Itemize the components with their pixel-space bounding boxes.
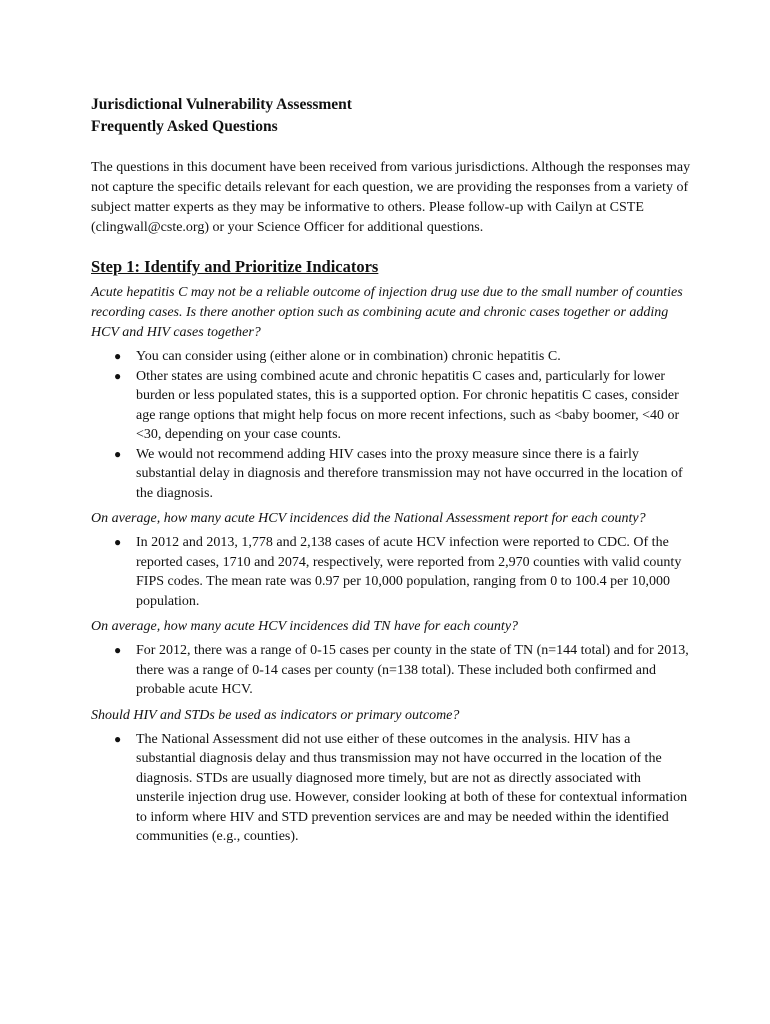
answer-item	[114, 445, 691, 504]
question-4: Should HIV and STDs be used as indicators or primary outcome?	[91, 707, 460, 723]
answer-text: We would not recommend adding HIV cases into the proxy measure since there is a fairly substantial delay in diagnosis and therefore transmission may not have occurred in the location of the diagnosis.	[136, 446, 683, 501]
answer-list-3	[91, 641, 691, 700]
answer-text: In 2012 and 2013, 1,778 and 2,138 cases of acute HCV infection were reported to CDC. Of the reported cases, 1710 and 2074, respectively, were reported from 2,970 counties with valid county FIPS codes. The mean rate was 0.97 per 10,000 population, ranging from 0 to 100.4 per 10,000 population.	[136, 535, 682, 609]
answer-text: The National Assessment did not use either of these outcomes in the analysis. HIV has a substantial diagnosis delay and thus transmission may not have occurred in the location of the diagnosis. STDs are usually diagnosed more timely, but are not as directly associated with unsterile injection drug use. However, consider looking at both of these for contextual information to inform where HIV and STD prevention services are and may be needed within the identified communities (e.g., counties).	[136, 731, 688, 844]
qa-block-1	[91, 283, 691, 503]
document-title	[91, 94, 691, 138]
question-2: On average, how many acute HCV incidences did the National Assessment report for each county?	[91, 511, 646, 526]
bullet-icon: ●	[114, 535, 122, 549]
title-line-2: Frequently Asked Questions	[91, 118, 278, 135]
answer-item	[114, 367, 691, 445]
qa-block-3	[91, 617, 691, 700]
answer-list-4	[91, 730, 691, 847]
bullet-icon: ●	[114, 446, 122, 461]
answer-text: Other states are using combined acute and chronic hepatitis C cases and, particularly for lower burden or less populated states, this is a supported option. For chronic hepatitis C cases, consider age range options that might help focus on more recent infections, such as <baby boomer, <40 or <30, depending on your case counts.	[136, 368, 680, 442]
intro-paragraph: The questions in this document have been received from various jurisdictions. Although the responses may not capture the specific details relevant for each question, we are providing the responses from a variety of subject matter experts as they may be informative to others. Please follow-up with Cailyn at CSTE (clingwall@cste.org) or your Science Officer for additional questions.	[91, 160, 691, 235]
bullet-icon: ●	[114, 368, 122, 383]
bullet-icon: ●	[114, 643, 122, 657]
section-heading: Step 1: Identify and Prioritize Indicators	[91, 257, 379, 276]
answer-text: You can consider using (either alone or in combination) chronic hepatitis C.	[136, 349, 561, 364]
answer-item	[114, 347, 691, 367]
answer-list-1	[91, 347, 691, 503]
answer-list-2	[91, 533, 691, 611]
question-3: On average, how many acute HCV incidences did TN have for each county?	[91, 619, 519, 634]
answer-text: For 2012, there was a range of 0-15 cases per county in the state of TN (n=144 total) and for 2013, there was a range of 0-14 cases per county (n=138 total). These included both confirmed and probable acute HCV.	[136, 643, 689, 697]
document-content	[91, 94, 691, 853]
bullet-icon: ●	[114, 349, 122, 363]
bullet-icon: ●	[114, 731, 122, 746]
title-line-1: Jurisdictional Vulnerability Assessment	[91, 96, 352, 113]
qa-block-4	[91, 706, 691, 847]
qa-block-2	[91, 509, 691, 611]
question-1: Acute hepatitis C may not be a reliable outcome of injection drug use due to the small number of counties recording cases. Is there another option such as combining acute and chronic cases together or adding HCV and HIV cases together?	[91, 285, 683, 340]
answer-item	[114, 641, 691, 700]
answer-item	[114, 730, 691, 847]
answer-item	[114, 533, 691, 611]
